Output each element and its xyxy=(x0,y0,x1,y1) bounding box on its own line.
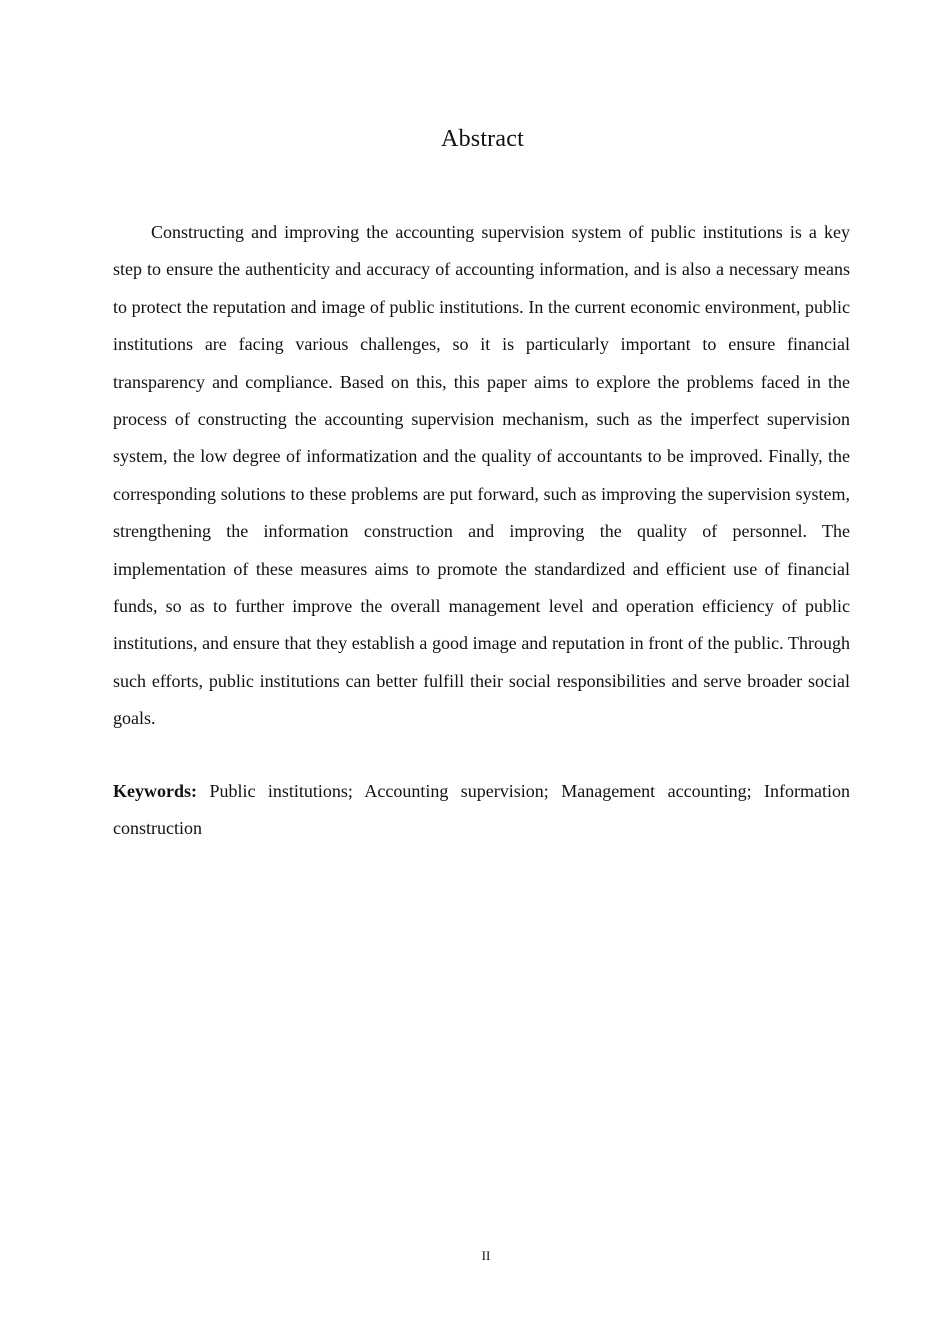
page-number: II xyxy=(481,1248,491,1263)
keywords-label: Keywords: xyxy=(113,781,197,801)
page-title: Abstract xyxy=(441,126,524,152)
keywords-line xyxy=(113,773,850,848)
abstract-paragraph: Constructing and improving the accounting supervision system of public institutions is a key step to ensure the authenticity and accuracy of accounting information, and is also a necessary means to protect the reputation and image of public institutions. In the current economic environment, public institutions are facing various challenges, so it is particularly important to ensure financial transparency and compliance. Based on this, this paper aims to explore the problems faced in the process of constructing the accounting supervision mechanism, such as the imperfect supervision system, the low degree of informatization and the quality of accountants to be improved. Finally, the corresponding solutions to these problems are put forward, such as improving the supervision system, strengthening the information construction and improving the quality of personnel. The implementation of these measures aims to promote the standardized and efficient use of financial funds, so as to further improve the overall management level and operation efficiency of public institutions, and ensure that they establish a good image and reputation in front of the public. Through such efforts, public institutions can better fulfill their social responsibilities and serve broader social goals. xyxy=(113,222,850,729)
keywords-text: Public institutions; Accounting supervision; Management accounting; Information construction xyxy=(113,781,851,839)
